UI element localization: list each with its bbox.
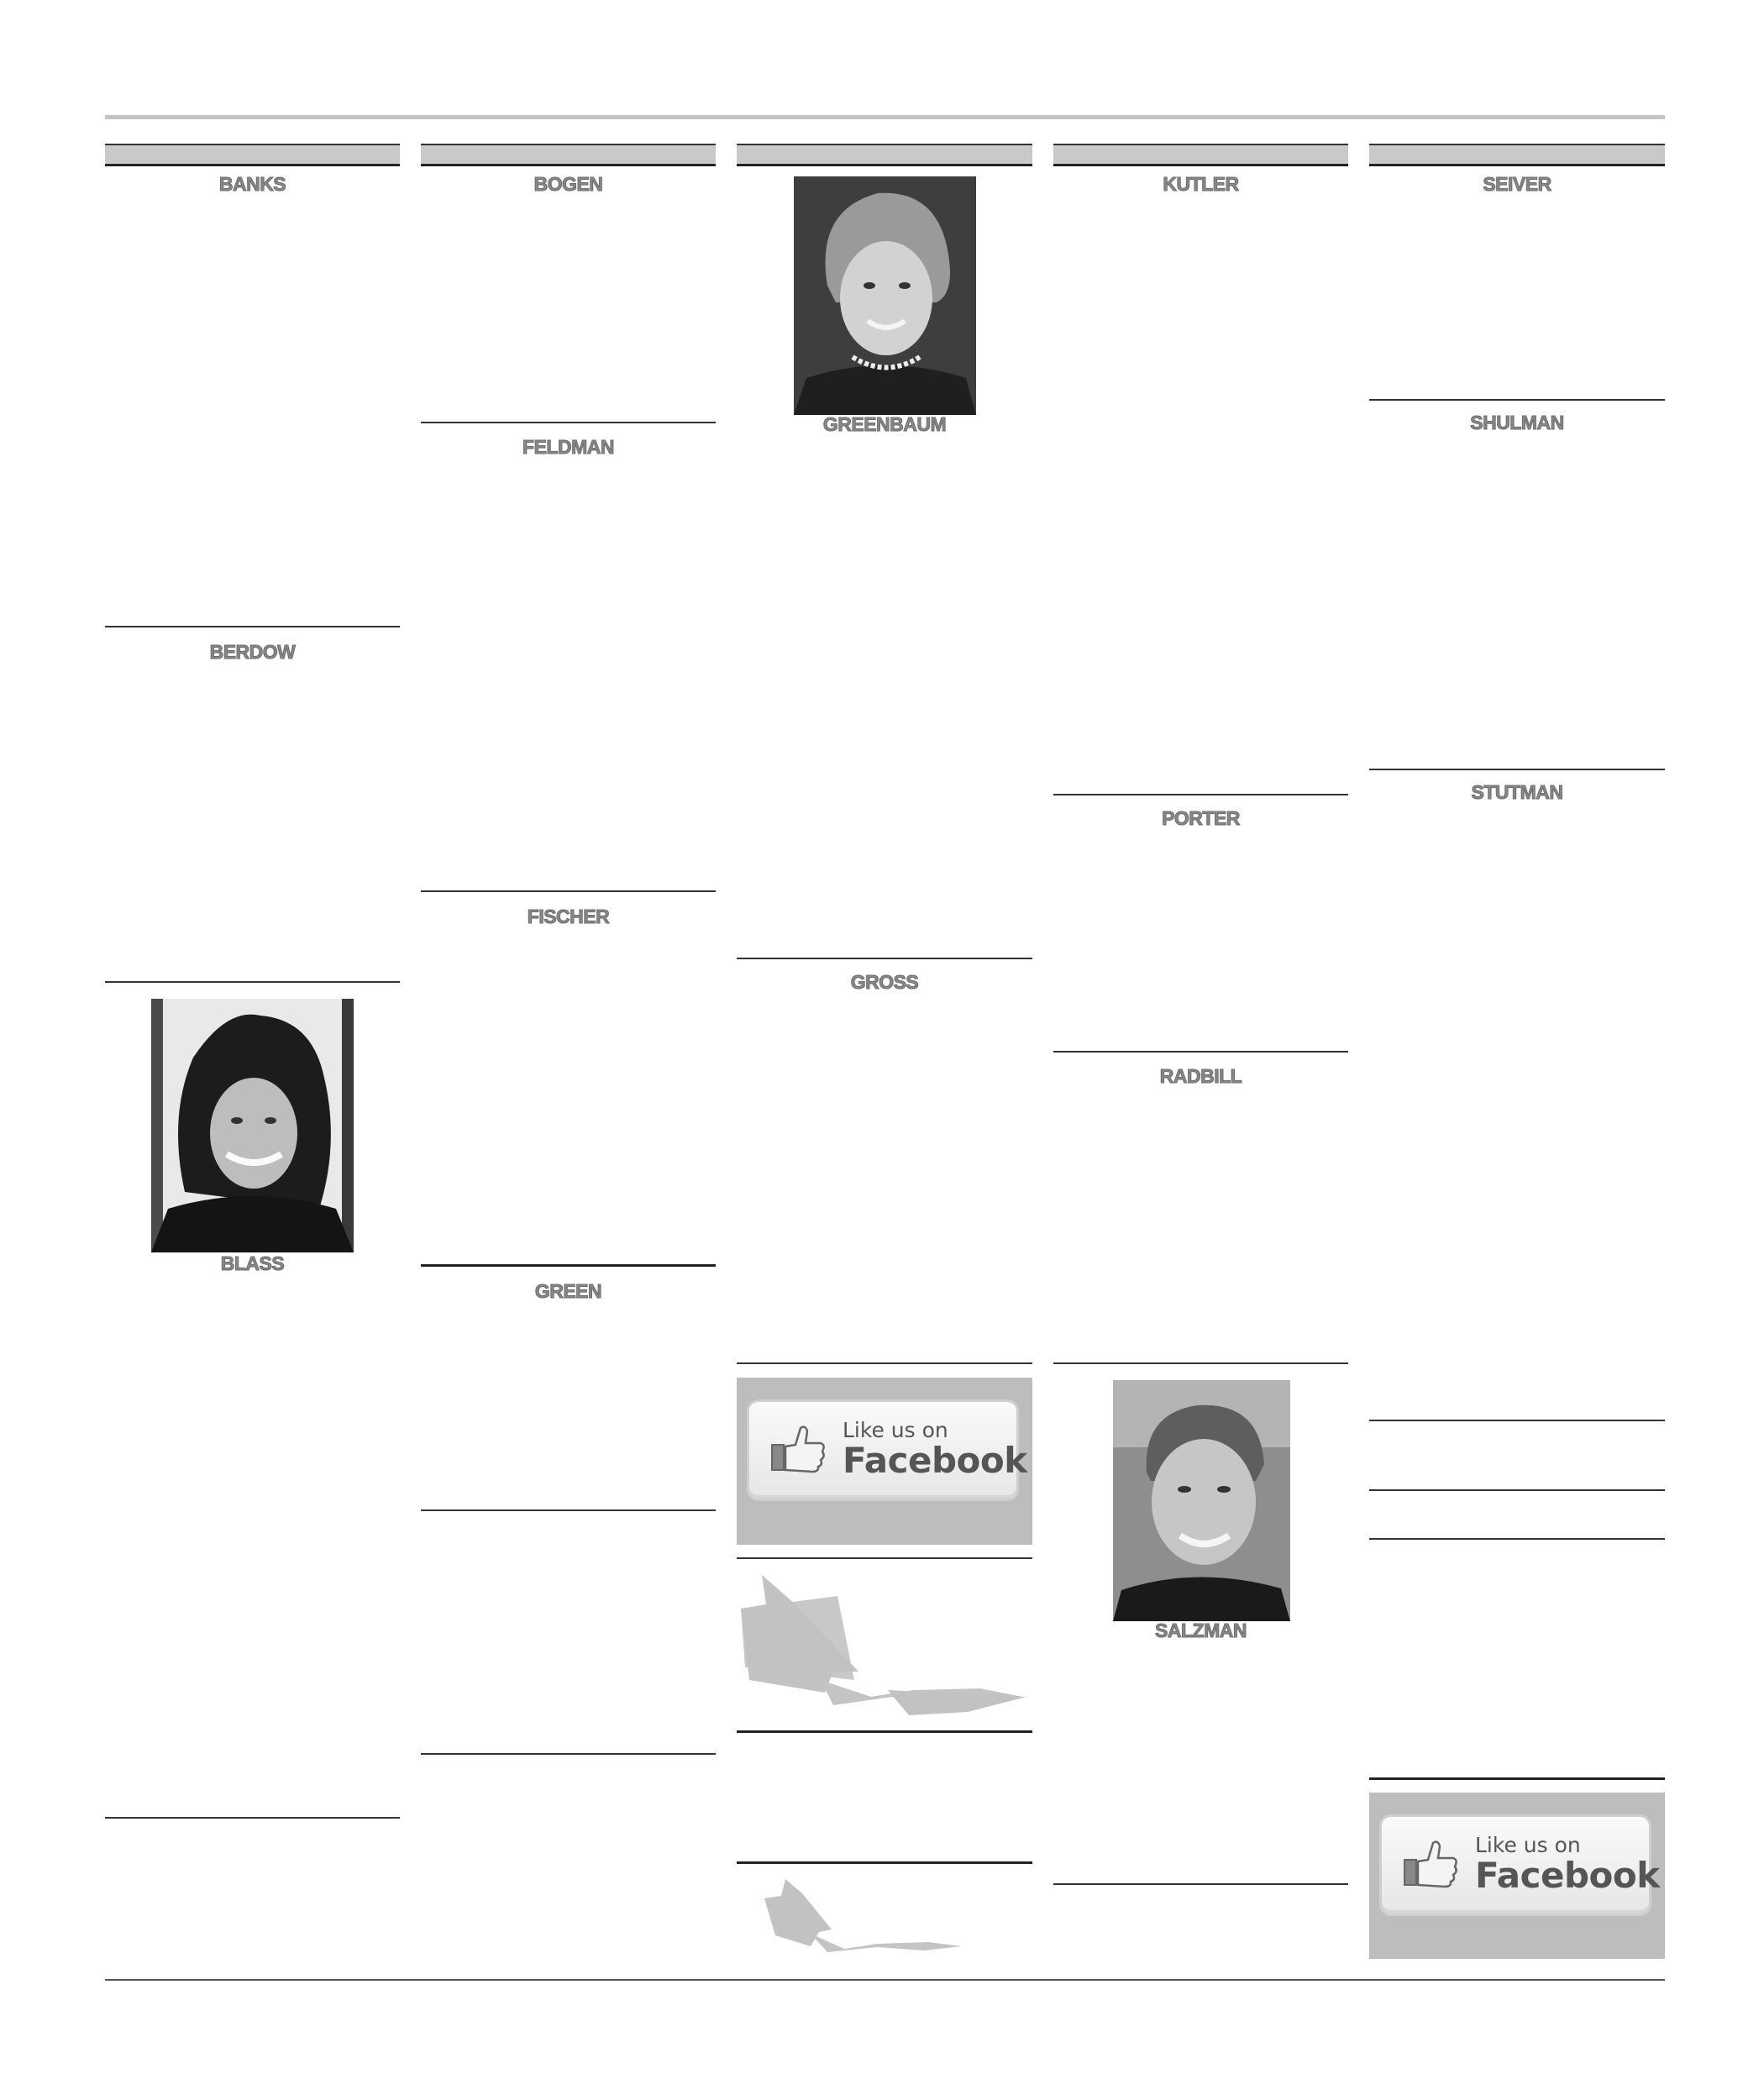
column-header-5 xyxy=(1369,141,1665,166)
thumbs-up-icon xyxy=(1403,1838,1458,1888)
separator-rule xyxy=(737,1730,1032,1733)
separator-rule xyxy=(737,958,1032,959)
separator-rule xyxy=(1053,1362,1348,1364)
separator-rule xyxy=(1053,794,1348,795)
column-header-2 xyxy=(421,141,716,166)
obituary-name-radbill: RADBILL xyxy=(1159,1065,1242,1087)
star-of-david-icon xyxy=(737,1571,1032,1720)
column-header-4 xyxy=(1053,141,1348,166)
facebook-ad[interactable] xyxy=(737,1378,1032,1545)
obituary-name-blass: BLASS xyxy=(220,1252,285,1274)
separator-rule xyxy=(1053,1883,1348,1885)
thumbs-up-icon xyxy=(770,1423,826,1473)
star-of-david-icon xyxy=(760,1875,1012,1959)
separator-rule xyxy=(1369,769,1665,770)
obituary-name-gross: GROSS xyxy=(850,971,919,993)
facebook-ad-line1: Like us on xyxy=(1475,1833,1581,1857)
separator-rule xyxy=(105,1817,400,1819)
separator-rule xyxy=(421,1753,716,1755)
obituary-name-berdow: BERDOW xyxy=(209,641,296,663)
separator-rule xyxy=(1053,1051,1348,1053)
top-rule xyxy=(105,115,1665,119)
facebook-ad-line2: Facebook xyxy=(1475,1855,1660,1896)
separator-rule xyxy=(1369,1538,1665,1540)
separator-rule xyxy=(737,1557,1032,1559)
portrait-photo-blass xyxy=(151,999,354,1252)
obituary-name-shulman: SHULMAN xyxy=(1470,412,1564,433)
separator-rule xyxy=(1369,1420,1665,1421)
obituary-name-banks: BANKS xyxy=(218,173,286,195)
obituary-name-porter: PORTER xyxy=(1162,807,1240,829)
separator-rule xyxy=(421,1509,716,1511)
obituary-name-seiver: SEIVER xyxy=(1483,173,1551,195)
portrait-photo-greenbaum xyxy=(794,176,976,415)
obituary-name-fischer: FISCHER xyxy=(527,906,610,927)
facebook-ad-line1: Like us on xyxy=(843,1418,948,1442)
obituary-name-salzman: SALZMAN xyxy=(1155,1620,1247,1641)
obituary-name-kutler: KUTLER xyxy=(1163,173,1239,195)
obituary-name-greenbaum: GREENBAUM xyxy=(822,413,947,435)
bottom-rule xyxy=(105,1979,1665,1981)
separator-rule xyxy=(737,1362,1032,1364)
facebook-ad-line2: Facebook xyxy=(843,1440,1027,1481)
portrait-photo-salzman xyxy=(1113,1380,1290,1621)
separator-rule xyxy=(1369,399,1665,401)
column-header-1 xyxy=(105,141,400,166)
facebook-ad[interactable] xyxy=(1369,1793,1665,1959)
separator-rule xyxy=(421,1264,716,1267)
column-header-3 xyxy=(737,141,1032,166)
separator-rule xyxy=(105,626,400,627)
separator-rule xyxy=(421,422,716,423)
separator-rule xyxy=(737,1861,1032,1864)
obituary-name-green: GREEN xyxy=(534,1280,602,1302)
obituary-name-stutman: STUTMAN xyxy=(1471,781,1563,803)
obituary-name-bogen: BOGEN xyxy=(533,173,603,195)
separator-rule xyxy=(421,890,716,892)
separator-rule xyxy=(1369,1777,1665,1780)
separator-rule xyxy=(1369,1489,1665,1491)
separator-rule xyxy=(105,981,400,983)
obituary-name-feldman: FELDMAN xyxy=(522,436,614,458)
